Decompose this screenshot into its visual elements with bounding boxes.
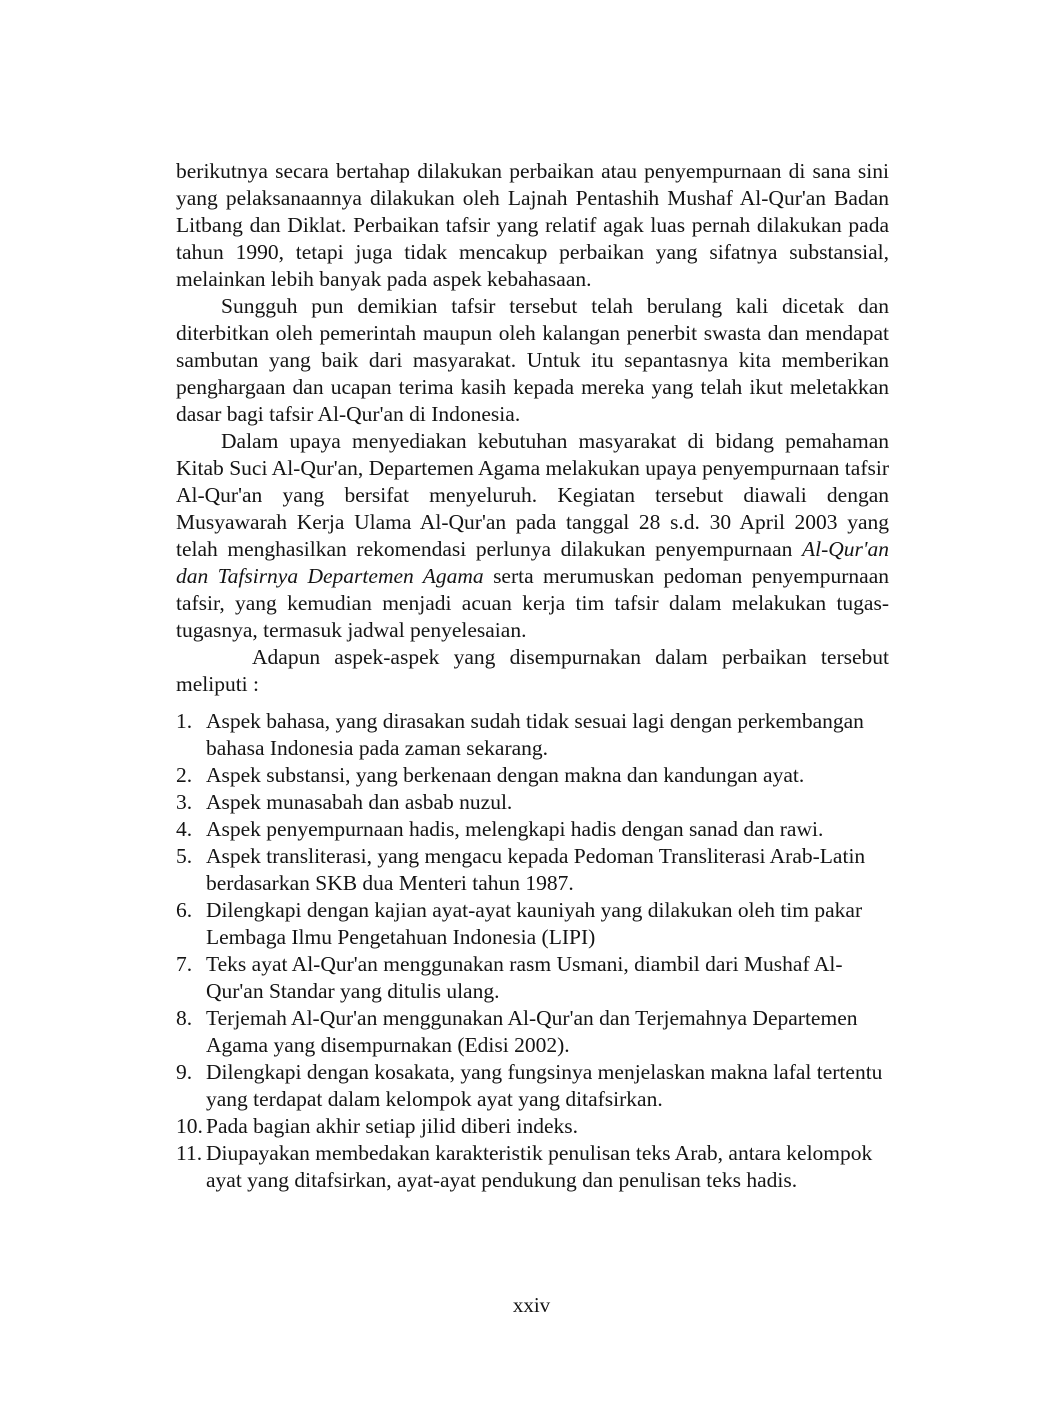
list-item [176,1140,889,1194]
list-item [176,789,889,816]
list-item-number: 10. [176,1114,203,1138]
list-item-text: Dilengkapi dengan kajian ayat-ayat kauniyah yang dilakukan oleh tim pakar Lembaga Ilmu Pengetahuan Indonesia (LIPI) [206,898,863,949]
list-item-text: Pada bagian akhir setiap jilid diberi indeks. [206,1114,578,1138]
list-item-text: Dilengkapi dengan kosakata, yang fungsinya menjelaskan makna lafal tertentu yang terdapat dalam kelompok ayat yang ditafsirkan. [206,1060,883,1111]
list-item [176,843,889,897]
aspect-numbered-list [176,708,889,1194]
list-item-number: 1. [176,709,193,733]
list-item [176,708,889,762]
paragraph-continuation: berikutnya secara bertahap dilakukan perbaikan atau penyempurnaan di sana sini yang pelaksanaannya dilakukan oleh Lajnah Pentashih Mushaf Al-Qur'an Badan Litbang dan Diklat. Perbaikan tafsir yang relatif agak luas pernah dilakukan pada tahun 1990, tetapi juga tidak mencakup perbaikan yang sifatnya substansial, melainkan lebih banyak pada aspek kebahasaan. [176,159,889,291]
list-item-text: Aspek penyempurnaan hadis, melengkapi hadis dengan sanad dan rawi. [206,817,824,841]
list-item-text: Diupayakan membedakan karakteristik penulisan teks Arab, antara kelompok ayat yang ditafsirkan, ayat-ayat pendukung dan penulisan teks hadis. [206,1141,873,1192]
list-item-number: 7. [176,952,193,976]
list-item [176,1005,889,1059]
list-item-text: Aspek substansi, yang berkenaan dengan makna dan kandungan ayat. [206,763,805,787]
list-item-number: 4. [176,817,193,841]
list-item-number: 8. [176,1006,193,1030]
list-item-text: Aspek bahasa, yang dirasakan sudah tidak sesuai lagi dengan perkembangan bahasa Indonesia pada zaman sekarang. [206,709,864,760]
list-item [176,951,889,1005]
list-item-text: Terjemah Al-Qur'an menggunakan Al-Qur'an dan Terjemahnya Departemen Agama yang disempurnakan (Edisi 2002). [206,1006,858,1057]
list-item-number: 5. [176,844,193,868]
list-item-number: 9. [176,1060,193,1084]
list-item [176,816,889,843]
paragraph-text-before-italic: Dalam upaya menyediakan kebutuhan masyarakat di bidang pemahaman Kitab Suci Al-Qur'an, Departemen Agama melakukan upaya penyempurnaan tafsir Al-Qur'an yang bersifat menyeluruh. Kegiatan tersebut diawali dengan Musyawarah Kerja Ulama Al-Qur'an pada tanggal 28 s.d. 30 April 2003 yang telah menghasilkan rekomendasi perlunya dilakukan penyempurnaan [176,429,889,561]
paragraph-dalam-upaya [176,428,889,644]
list-item [176,897,889,951]
page-number: xxiv [512,1293,551,1317]
list-item-text: Aspek transliterasi, yang mengacu kepada Pedoman Transliterasi Arab-Latin berdasarkan SKB dua Menteri tahun 1987. [206,844,866,895]
page-body-text [176,158,889,1194]
list-item [176,762,889,789]
paragraph-sungguh: Sungguh pun demikian tafsir tersebut telah berulang kali dicetak dan diterbitkan oleh pemerintah maupun oleh kalangan penerbit swasta dan mendapat sambutan yang baik dari masyarakat. Untuk itu sepantasnya kita memberikan penghargaan dan ucapan terima kasih kepada mereka yang telah ikut meletakkan dasar bagi tafsir Al-Qur'an di Indonesia. [176,294,889,426]
list-item-number: 11. [176,1141,203,1165]
list-item [176,1059,889,1113]
book-title-italic: Al-Qur'an dan Tafsirnya Departemen Agama [176,537,889,588]
list-item-text: Teks ayat Al-Qur'an menggunakan rasm Usmani, diambil dari Mushaf Al-Qur'an Standar yang ditulis ulang. [206,952,843,1003]
list-item-number: 2. [176,763,193,787]
paragraph-adapun: Adapun aspek-aspek yang disempurnakan dalam perbaikan tersebut meliputi : [176,645,889,696]
list-item-number: 6. [176,898,193,922]
list-item-number: 3. [176,790,193,814]
list-item [176,1113,889,1140]
list-item-text: Aspek munasabah dan asbab nuzul. [206,790,513,814]
paragraph-text-after-italic: serta merumuskan pedoman penyempurnaan tafsir, yang kemudian menjadi acuan kerja tim tafsir dalam melakukan tugas-tugasnya, termasuk jadwal penyelesaian. [176,564,889,642]
